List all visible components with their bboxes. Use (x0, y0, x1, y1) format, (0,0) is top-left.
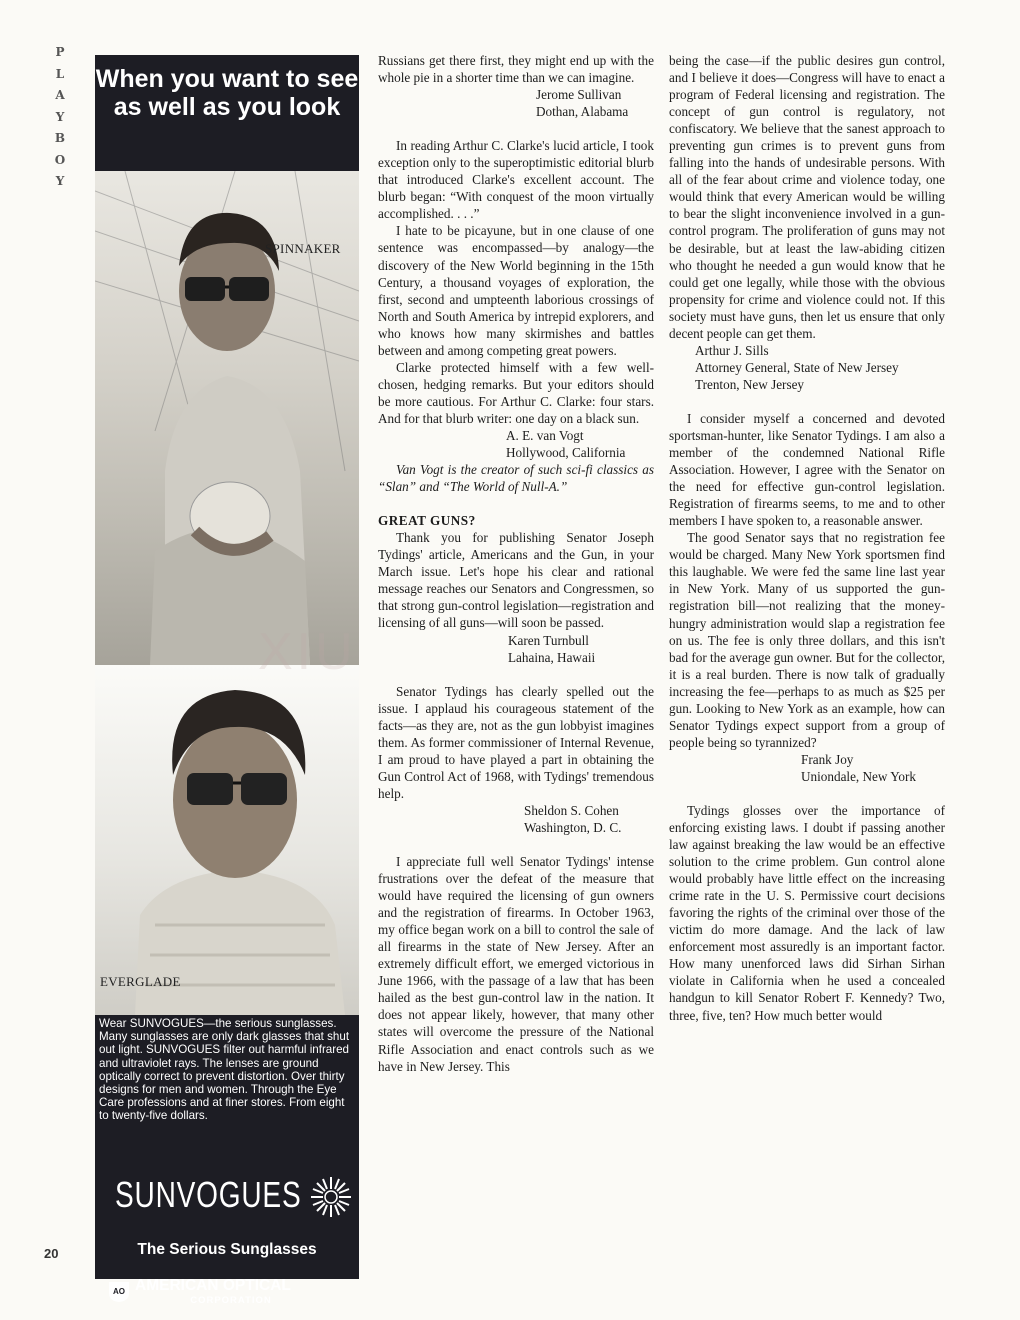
letter-paragraph: I consider myself a concerned and devoted sportsman-hunter, like Senator Tydings. I am also a member of the condemned National Rifle Association. However, I agree with the Senator on the need for effective gun-control legislation. Registration of firearms seems, to me and to other members I have spoken to, a reasonable answer. (669, 410, 945, 529)
ad-copy: Wear SUNVOGUES—the serious sunglasses. Many sunglasses are only dark glasses that shut out light. SUNVOGUES filter out harmful infrared and ultraviolet rays. The lenses are ground optically correct to prevent distortion. Over thirty designs for men and women. Through the Eye Care professions and at finer stores. From eight to twenty-five dollars. (99, 1017, 350, 1123)
running-head-letter: O (54, 152, 66, 167)
ad-company-sub: CORPORATION (190, 1295, 272, 1306)
letter-signature-name: Frank Joy (801, 751, 854, 767)
watermark: XIU (258, 623, 357, 681)
letter-signature-place: Lahaina, Hawaii (508, 649, 596, 665)
letter-signature-name: Karen Turnbull (508, 632, 589, 648)
ad-photo-spinnaker (95, 171, 359, 665)
letter-signature-place: Hollywood, California (506, 445, 626, 461)
letter-paragraph: Tydings glosses over the importance of enforcing existing laws. I doubt if passing another law against breaking the law would be an effective solution to the crime problem. Gun control alone would probably have little effect on the increasing crime rate in the U. S. Permissive court decisions favoring the rights of the criminal over those of the victim do more damage. And the lack of law enforcement most assuredly is an important factor. How many unenforced laws did Sirhan Sirhan violate in California when he used a concealed handgun to kill Senator Robert F. Kennedy? Two, three, five, ten? How much better would (669, 802, 945, 1023)
ao-logo-text: AO (113, 1287, 125, 1296)
ad-body (95, 1015, 359, 1306)
ad-tagline: The Serious Sunglasses (137, 1241, 317, 1258)
letter-paragraph: The good Senator says that no registration fee would be charged. Many New York sportsmen find this laughable. We were fed the same line last year in New York. Many of us supported the gun-registration bill—not realizing that the money-hungry administration would slap a registration fee on us. The fee is only three dollars, and this isn't bad for the average gun owner. But for the collector, it is a real burden. There is now talk of gradually increasing the fee—perhaps to as much as $25 per gun. Looking to New York as an example, how can Senator Tydings expect support from a group of people being so tyrannized? (669, 530, 945, 750)
running-head-letter: A (55, 88, 65, 102)
american-optical-logo-icon (107, 1279, 131, 1303)
letter-paragraph: Senator Tydings has clearly spelled out the issue. I applaud his courageous statement of the facts—as they are, not as the gun lobbyist imagines them. As former commissioner of Internal Revenue, I am proud to have played a part in obtaining the Gun Control Act of 1968, with Tydings' tremendous help. (378, 683, 654, 801)
ad-headline: When you want to see as well as you look (95, 55, 359, 171)
letter-signature-place: Dothan, Alabama (536, 104, 629, 120)
running-head-letter: Y (55, 174, 65, 188)
letter-paragraph: Thank you for publishing Senator Joseph Tydings' article, Americans and the Gun, in your March issue. Let's hope his clear and rational message reaches our Senators and Congressmen, so that strong gun-control legislation—registration and licensing of all guns—will soon be passed. (378, 530, 654, 631)
letter-signature-name: A. E. van Vogt (506, 427, 584, 443)
editor-note (378, 461, 654, 495)
letter-signature-name: Jerome Sullivan (536, 87, 622, 103)
running-head-letter: B (54, 131, 66, 145)
everglade-photo-illustration (95, 665, 359, 1015)
letter-signature-name: Arthur J. Sills (695, 342, 769, 358)
letter-signature-title: Attorney General, State of New Jersey (695, 359, 899, 375)
letter-paragraph: Russians get there first, they might end up with the whole pie in a shorter time than we can imagine. (378, 53, 654, 86)
letter-signature-name: Sheldon S. Cohen (524, 802, 619, 818)
running-head (50, 42, 70, 193)
letter-paragraph: I appreciate full well Senator Tydings' intense frustrations over the defeat of the measure that would have required the licensing of gun owners and the registration of firearms. In October 1963, my office began work on a bill to control the sale of all firearms in the state of New Jersey. After an extremely difficult effort, we emerged victorious in June 1966, with the passage of a law that has been hailed as the best gun-control law in the nation. It does not appear likely, however, that many other states will overcome the pressure of the National Rifle Association and enact controls such as we have in New Jersey. This (378, 854, 654, 1074)
letter-paragraph: Clarke protected himself with a few well-chosen, hedging remarks. But your editors should be more cautious. For Arthur C. Clarke: four stars. And for that blurb writer: one day on a black sun. (378, 359, 654, 426)
section-heading: GREAT GUNS? (378, 513, 476, 529)
sunburst-logo-icon (309, 1175, 353, 1219)
letter-signature-place: Uniondale, New York (801, 768, 917, 784)
letter-paragraph: I hate to be picayune, but in one clause of one sentence was encompassed—by analogy—the discovery of the New World beginning in the 15th Century, a thousand voyages of exploration, the first, second and umpteenth laborious crossings of North and South America by intrepid explorers, and who knows how many skirmishes and battles between and among competing great powers. (378, 223, 654, 358)
letter-paragraph: being the case—if the public desires gun control, and I believe it does—Congress will have to enact a program of Federal licensing and registration. The concept of gun control is regulatory, not confiscatory. We believe that the sanest approach to preventing gun crimes is to prevent guns from falling into the hands of undesirable persons. With all of the fear about crime and violence today, one would think that every American would be willing to bear the slight inconvenience involved in a gun-control program. The proliferation of guns may not be desirable, but at least the law-abiding citizen who thought he needed a gun would know that he could get one legally, while those with the obvious propensity for crime and violence could not. If this society must have guns, then let us ensure that only decent people can get them. (669, 53, 945, 341)
page-number: 20 (44, 1246, 59, 1261)
ad-photo-everglade (95, 665, 359, 1015)
text-column-1 (378, 52, 654, 1075)
running-head-letter: Y (55, 109, 65, 124)
running-head-letter: L (55, 66, 65, 81)
text-column-2 (669, 52, 945, 1024)
ad-company-name: AMERICAN OPTICAL (135, 1277, 291, 1294)
letter-signature-place: Washington, D. C. (524, 819, 622, 835)
photo-caption-spinnaker: SPINNAKER (265, 241, 341, 256)
letter-signature-place: Trenton, New Jersey (695, 376, 805, 392)
photo-caption-everglade: EVERGLADE (100, 974, 181, 989)
running-head-letter: P (55, 45, 65, 59)
editor-note-text: Van Vogt is the creator of such sci-fi classics as “Slan” and “The World of Null-A.” (378, 462, 654, 495)
letter-paragraph: In reading Arthur C. Clarke's lucid article, I took exception only to the superoptimistic editorial blurb that introduced Clarke's excellent account. The blurb began: “With conquest of the moon virtually accomplished. . . .” (378, 138, 654, 222)
brand-logotype: SUNVOGUES (115, 1174, 302, 1215)
